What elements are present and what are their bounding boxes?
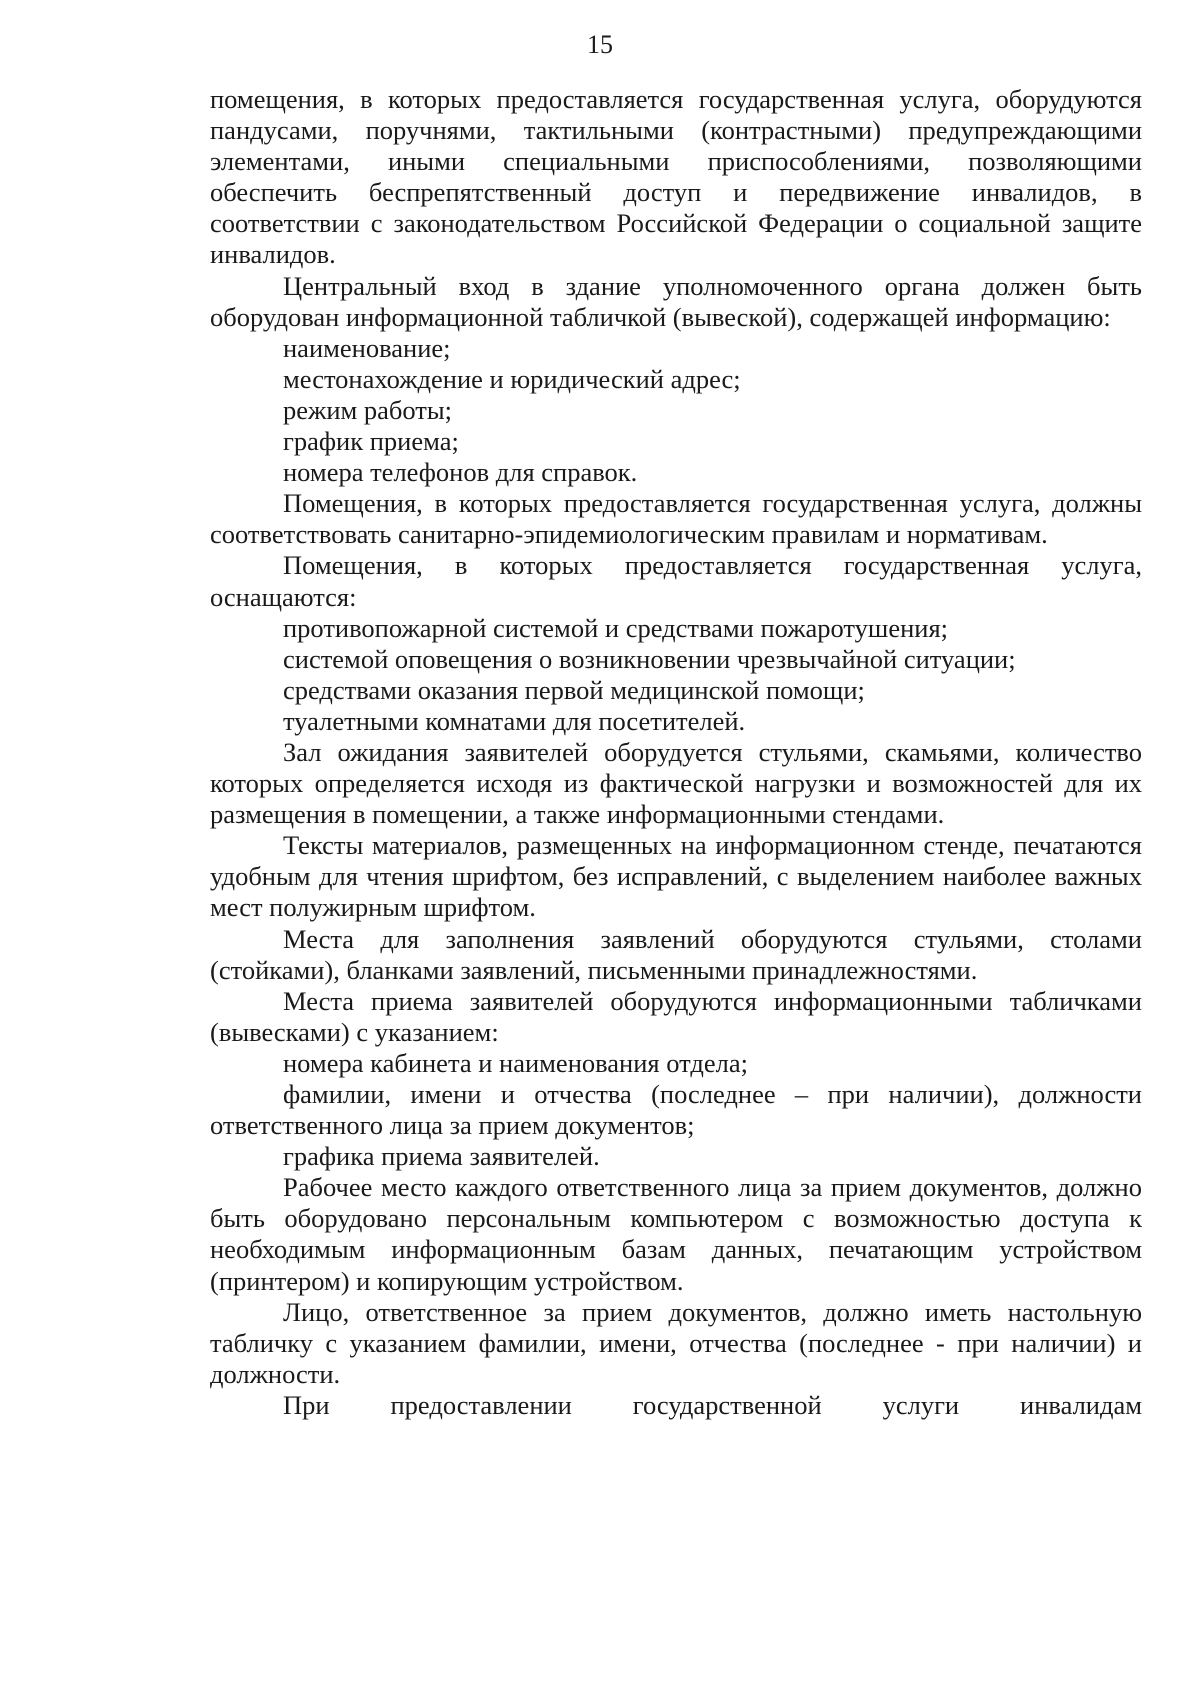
list-item: системой оповещения о возникновении чрезвычайной ситуации; xyxy=(283,643,1016,674)
paragraph: Лицо, ответственное за прием документов, должно иметь настольную табличку с указанием фамилии, имени, отчества (последнее - при наличии) и должности. xyxy=(210,1296,1142,1389)
paragraph: Тексты материалов, размещенных на информационном стенде, печатаются удобным для чтения шрифтом, без исправлений, с выделением наиболее важных мест полужирным шрифтом. xyxy=(210,830,1142,923)
paragraph: Помещения, в которых предоставляется государственная услуга, должны соответствовать санитарно-эпидемиологическим правилам и нормативам. xyxy=(210,488,1142,550)
list-item: графика приема заявителей. xyxy=(283,1141,600,1172)
paragraph: Места для заполнения заявлений оборудуются стульями, столами (стойками), бланками заявлений, письменными принадлежностями. xyxy=(210,923,1142,985)
list-item: номера кабинета и наименования отдела; xyxy=(283,1047,748,1078)
paragraph: Рабочее место каждого ответственного лица за прием документов, должно быть оборудовано персональным компьютером с возможностью доступа к необходимым информационным базам данных, печатающим устройством (принтером) и копирующим устройством. xyxy=(210,1172,1142,1296)
list-item: туалетными комнатами для посетителей. xyxy=(283,705,746,736)
paragraph: Помещения, в которых предоставляется государственная услуга, оснащаются: xyxy=(210,550,1142,612)
list-item: местонахождение и юридический адрес; xyxy=(283,363,741,394)
paragraph: При предоставлении государственной услуги инвалидам xyxy=(283,1389,1142,1420)
paragraph: помещения, в которых предоставляется государственная услуга, оборудуются пандусами, поручнями, тактильными (контрастными) предупреждающими элементами, иными специальными приспособлениями, позволяющими обеспечить беспрепятственный доступ и передвижение инвалидов, в соответствии с законодательством Российской Федерации о социальной защите инвалидов. xyxy=(210,84,1142,270)
paragraph: Центральный вход в здание уполномоченного органа должен быть оборудован информационной табличкой (вывеской), содержащей информацию: xyxy=(210,270,1142,332)
list-item: график приема; xyxy=(283,426,459,457)
document-body xyxy=(210,84,1142,1421)
list-item: противопожарной системой и средствами пожаротушения; xyxy=(283,612,948,643)
list-item: средствами оказания первой медицинской помощи; xyxy=(283,674,865,705)
paragraph: Места приема заявителей оборудуются информационными табличками (вывесками) с указанием: xyxy=(210,985,1142,1047)
list-item: наименование; xyxy=(283,332,451,363)
page-number: 15 xyxy=(587,30,613,59)
list-item: номера телефонов для справок. xyxy=(283,457,638,488)
paragraph: Зал ожидания заявителей оборудуется стульями, скамьями, количество которых определяется исходя из фактической нагрузки и возможностей для их размещения в помещении, а также информационными стендами. xyxy=(210,736,1142,830)
list-item: режим работы; xyxy=(283,394,453,425)
paragraph: фамилии, имени и отчества (последнее – при наличии), должности ответственного лица за прием документов; xyxy=(210,1079,1142,1141)
